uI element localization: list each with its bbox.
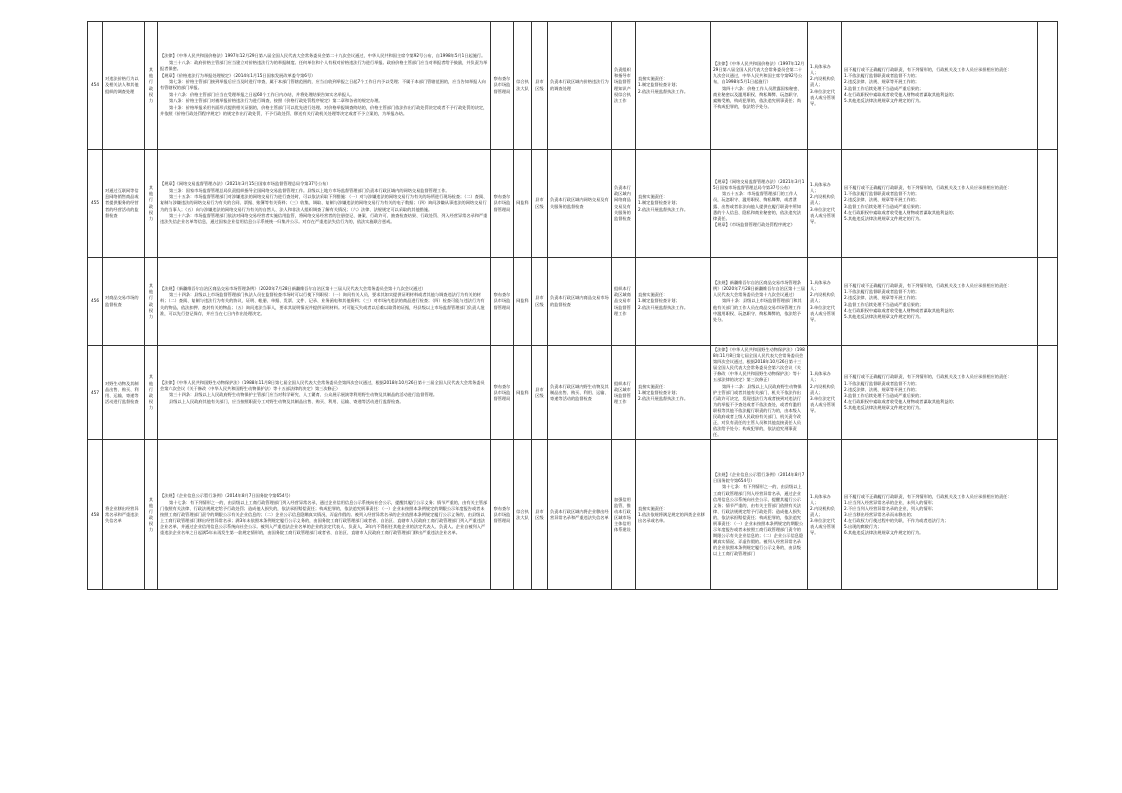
acc-paragraph: 3.单位法定代表人或分管领导。 <box>810 304 836 322</box>
resp-paragraph: 直接实施责任： <box>638 383 668 389</box>
duty-paragraph: 3.监督工作后续处理不当造成严重后果的； <box>844 203 924 209</box>
law-paragraph: 第四十二条：县级以上人民政府野生动物保护主管部门或者其他有关部门、机关不依法作出行政许可决定，发现违法行为或者接到对违法行为的举报不予查处或者不依法查处，或者有滥用职权等其他不依法履行职责的行为的，由本级人民政府或者上级人民政府有关部门、机关责令改正，对负有责任的主管人员和其他直接责任人员依法给予处分；构成犯罪的，依法追究刑事责任。 <box>713 383 802 438</box>
basis-paragraph: 【法律】《中华人民共和国野生动物保护法》（1988年11月8日第七届全国人民代表大会常务委员会第四次会议通过，根据2018年10月26日第十三届全国人民代表大会常务委员会第六次会议《关于修改〈中华人民共和国野生动物保护法〉等十五部法律的决定》第三次修正） <box>160 379 485 391</box>
law-paragraph: 第四十六条：价格工作人员泄露国家秘密、商业秘密以及滥用职权、徇私舞弊、玩忽职守、索贿受贿，构成犯罪的，依法追究刑事责任；尚不构成犯罪的，依法给予处分。 <box>713 85 802 109</box>
acc-paragraph: 3.单位法定代表人或分管领导。 <box>810 395 836 413</box>
remarks-cell <box>1038 150 1058 258</box>
responsible-unit: 综合执法大队 <box>514 22 532 150</box>
acc-paragraph: 1.具体承办人； <box>810 280 831 292</box>
row-number: 455 <box>88 150 103 258</box>
table-row <box>88 346 1058 440</box>
remarks-cell <box>1038 258 1058 346</box>
power-type: 其他行政权力 <box>145 346 158 440</box>
duty-paragraph: 4.在行政职权中索取或者收受他人财物或者谋取其他利益的； <box>844 91 957 97</box>
duty-paragraph: 4.在行政职权中索取或者收受他人财物或者谋取其他利益的； <box>844 209 957 215</box>
basis-paragraph: 第七条：价格主管部门接到举报后应当及时进行审查，属于本部门管辖范围的，应当自收到举报之日起7个工作日内予以受理；不属于本部门管辖范围的，应当告知举报人向有管辖权的部门举报。 <box>160 79 486 91</box>
department-responsibility: 组织本行政区域市场监督管理工作 <box>612 346 636 440</box>
basis-paragraph: 第三十五条：市场监督管理部门对涉嫌违法的网络交易行为进行查处时，可以依法采取下列措施：（一）对与涉嫌违法的网络交易行为有关的场所进行现场检查；（二）查阅、复制与涉嫌违法的网络交易行为有关的合同、票据、账簿等有关资料；（三）收集、调取、复制与涉嫌违法的网络交易行为有关的电子数据；（四）询问涉嫌从事违法的网络交易行为的当事人；（五）向与涉嫌违法的网络交易行为有关的自然人、法人和非法人组织调查了解有关情况；（六）法律、法规规定可以采取的其他措施。 <box>160 194 488 212</box>
duty-paragraph: 5.出现的腐败行为； <box>844 524 882 530</box>
basis-paragraph: 第十七条：有下列情形之一的，由县级以上工商行政管理部门列入经营异常名录，通过企业信用信息公示系统向社会公示，提醒其履行公示义务；情节严重的，由有关主管部门依照有关法律、行政法规规定给予行政处罚；造成他人损失的，依法承担赔偿责任；构成犯罪的，依法追究刑事责任：（一）企业未按照本条例规定的期限公示年度报告或者未按照工商行政管理部门责令的期限公示有关企业信息的；（二）企业公示信息隐瞒真实情况、弄虚作假的。被列入经营异常名录的企业依照本条例规定履行公示义务的，由县级以上工商行政管理部门移出经营异常名录；满3年未依照本条例规定履行公示义务的，由国务院工商行政管理部门或者省、自治区、直辖市人民政府工商行政管理部门列入严重违法企业名单，并通过企业信用信息公示系统向社会公示。被列入严重违法企业名单的企业的法定代表人、负责人，3年内不得担任其他企业的法定代表人、负责人。企业自被列入严重违法企业名单之日起满5年未再发生第一款规定情形的，由国务院工商行政管理部门或者省、自治区、直辖市人民政府工商行政管理部门移出严重违法企业名单。 <box>160 499 488 536</box>
exercise-level: 县市区级 <box>532 150 548 258</box>
accountability-circumstances <box>842 440 1038 590</box>
duty-scope: 负责本行政区域内将企业移出经营异常名录和严重违法失信名单 <box>548 440 612 590</box>
accountable-persons <box>808 258 842 346</box>
power-item-name: 对违法价格行为以及相关法人和其他组织的调查处理 <box>103 22 145 150</box>
accountability-basis <box>711 346 808 440</box>
department-responsibility: 组织本行政区域商品交易市场监督管理工作 <box>612 258 636 346</box>
implementing-department: 察布查尔县市场监督管理局 <box>491 150 514 258</box>
resp-paragraph: 1.制定监督检查计划； <box>638 298 680 304</box>
responsibility-table <box>87 21 1058 590</box>
duty-paragraph: 1.不依法履行监督职责或者监督不力的； <box>844 191 920 197</box>
basis-paragraph: 【规章】《价格违法行为举报处理规定》（2014年1月15日国家发展改革委令第6号） <box>160 72 316 78</box>
acc-paragraph: 2.内设机构负责人； <box>810 76 835 88</box>
basis-paragraph: 第三十四条：县级以上市场监督管理部门执法人员在监督检查市场时可以行使下列职权：（一）询问有关人员，要求其如实提供证明材料或者其他与调查违法行为有关的材料；（二）查阅、复制与违法行为有关的协议、证明、帐册、单据、发票、文件、记录、业务函电和其他资料；（三）对市场内违法的商品进行检查；（四）检查可能与违法行为有关的物品，依法扣押、查封有关的物品；（五）询问违法当事人，要求其说明情况并提供证明材料。对可能灭失或者以后难以取得的证据，经县级以上市场监督管理部门负责人批准，可以先行登记保存，并应当在七日内作出处理决定。 <box>160 292 485 316</box>
law-paragraph: 【规章】《网络交易监督管理办法》（2021年3月15日国家市场监督管理总局令第37号公布） <box>713 179 805 191</box>
basis-paragraph: 第八条：价格主管部门对被举报价格违法行为进行调查，按照《价格行政处罚程序规定》第二章和各省的规定办理。 <box>169 98 383 104</box>
duty-paragraph: 3.监督工作后续处理不当造成严重后果的； <box>844 85 924 91</box>
duty-paragraph: 因不履行或不正确履行行政职责，有下列情形的，行政机关及工作人员应承担相应的责任： <box>844 67 1012 73</box>
basis-paragraph: 第十六条：价格主管部门应当在受理举报之日起60个工作日内办结，并将处理结果告知实名举报人。 <box>169 91 355 97</box>
legal-basis <box>158 258 491 346</box>
legal-basis <box>158 346 491 440</box>
basis-paragraph: 【法规】《新疆维吾尔自治区商品交易市场管理条例》（2020年7月28日新疆维吾尔自治区第十三届人民代表大会常务委员会第十九次会议通过） <box>160 285 426 291</box>
acc-paragraph: 1.具体承办人； <box>810 182 831 194</box>
acc-paragraph: 1.具体承办人； <box>810 493 831 505</box>
table-row <box>88 150 1058 258</box>
power-type: 其他行政权力 <box>145 258 158 346</box>
accountability-circumstances <box>842 346 1038 440</box>
duty-paragraph: 3.监督工作后续处理不当造成严重后果的； <box>844 392 924 398</box>
duty-paragraph: 1.不依法履行监督职责或者监督不力的； <box>844 73 920 79</box>
duty-paragraph: 3.监督工作后续处理不当造成严重后果的； <box>844 301 924 307</box>
acc-paragraph: 2.内设机构负责人； <box>810 383 835 395</box>
legal-basis <box>158 150 491 258</box>
duty-scope: 负责本行政区域内野生动物及其制品出售、购买、利用、运输、寄递等活动的监督检查 <box>548 346 612 440</box>
acc-paragraph: 2.内设机构负责人； <box>810 292 835 304</box>
basis-paragraph: 【规章】《网络交易监督管理办法》（2021年3月15日国家市场监督管理总局令第37号公布） <box>160 181 331 187</box>
duty-paragraph: 5.其他违反法律法规规章文件规定的行为。 <box>844 313 924 319</box>
basis-paragraph: 县级以上人民政府其他有关部门，应当按照职责分工对野生动物及其制品出售、购买、利用、运输、寄递等活动进行监督检查。 <box>169 399 404 405</box>
duty-paragraph: 1.不依法履行监督职责或者监督不力的； <box>844 380 920 386</box>
duty-paragraph: 4.在行政职权中索取或者收受他人财物或者谋取其他利益的； <box>844 307 957 313</box>
law-paragraph: 第四十条：县级以上市场监督管理部门和其他有关部门的工作人员在商品交易市场管理工作中滥用职权、玩忽职守、徇私舞弊的，依法给予处分。 <box>713 298 802 322</box>
basis-paragraph: 第三十四条：县级以上人民政府野生动物保护主管部门应当对科学研究、人工繁育、公众展示展演等利用野生动物及其制品的活动进行监督管理。 <box>169 392 438 398</box>
basis-paragraph: 第三十六条：市场监督管理部门依法对网络交易经营者实施信用监管，将网络交易经营者的注册登记、备案、行政许可、抽查检查结果、行政处罚、列入经营异常名录和严重违法失信企业名单等信息，通过国家企业信用信息公示系统统一归集并公示。对存在严重违法失信行为的，依法实施联合惩戒。 <box>160 213 488 225</box>
row-number: 458 <box>88 440 103 590</box>
resp-paragraph: 2.依法开展监督执法工作。 <box>638 206 689 212</box>
basis-paragraph: 第十条：价格举报采用书面形式提供相关证据的，价格主管部门可以优先进行处理。对价格举报调查终结的，价格主管部门依法作出行政处罚决定或者不予行政处罚的决定，并依照《价格行政处罚程序规定》的规定作出行政处罚，不予行政处罚、移送有关行政机关处理等决定或者不予立案的，为举报办结。 <box>160 105 488 117</box>
acc-paragraph: 3.单位法定代表人或分管领导。 <box>810 517 836 536</box>
duty-paragraph: 5.其他违反法律法规规章文件规定的行为。 <box>844 404 924 410</box>
power-type: 其他行政权力 <box>145 22 158 150</box>
power-item-name: 将企业移出经营异常名录和严重违法失信名单 <box>103 440 145 590</box>
accountability-circumstances <box>842 150 1038 258</box>
acc-paragraph: 1.具体承办人； <box>810 371 831 383</box>
accountable-persons <box>808 346 842 440</box>
duty-paragraph: 4.在行政权力行使过程中的失职，不作为或者违法行为； <box>844 517 949 523</box>
accountability-basis <box>711 150 808 258</box>
duty-paragraph: 因不履行或不正确履行行政职责，有下列情形的，行政机关及工作人员应承担相应的责任： <box>844 493 1012 499</box>
law-paragraph: 【法律】《中华人民共和国价格法》（1997年12月29日第八届全国人民代表大会常务委员会第二十九次会议通过，中华人民共和国主席令第92号公布，自1998年5月1日起施行） <box>713 61 805 85</box>
acc-paragraph: 1.具体承办人； <box>810 64 831 76</box>
power-item-name: 对商品交易市场的监督检查 <box>103 258 145 346</box>
law-paragraph: 第十七条：有下列情形之一的，由县级以上工商行政管理部门列入经营异常名录，通过企业信用信息公示系统向社会公示，提醒其履行公示义务；情节严重的，由有关主管部门依照有关法律、行政法规规定给予行政处罚；造成他人损失的，依法承担赔偿责任；构成犯罪的，依法追究刑事责任：（一）企业未按照本条例规定的期限公示年度报告或者未按照工商行政管理部门责令的期限公示有关企业信息的；（二）企业公示信息隐瞒真实情况、弄虚作假的。被列入经营异常名录的企业依照本条例规定履行公示义务的，由县级以上工商行政管理部门 <box>713 484 804 557</box>
legal-basis <box>158 440 491 590</box>
row-number: 456 <box>88 258 103 346</box>
row-number: 454 <box>88 22 103 150</box>
department-responsibility: 加强信用监管，推动本行政区域市场主体信用体系建设 <box>612 440 636 590</box>
resp-paragraph: 1.制定监督检查计划； <box>638 200 680 206</box>
resp-paragraph: 2.依法开展监督执法工作。 <box>638 395 689 401</box>
law-paragraph: 【法规】《企业信息公示暂行条例》（2014年8月7日国务院令第654号） <box>713 472 805 484</box>
resp-paragraph: 2.依法开展监督执法工作。 <box>638 88 689 94</box>
implementing-department: 察布查尔县市场监督管理局 <box>491 346 514 440</box>
duty-paragraph: 1.不依法履行监督职责或者监督不力的； <box>844 289 920 295</box>
implementation-responsibility <box>636 258 711 346</box>
table-row <box>88 22 1058 150</box>
responsible-unit: 网监科 <box>514 346 532 440</box>
accountability-circumstances <box>842 258 1038 346</box>
law-paragraph: 【规章】《市场监督管理行政处罚程序规定》 <box>713 221 795 227</box>
resp-paragraph: 1.制定监督检查计划； <box>638 389 680 395</box>
department-responsibility: 负责本行政区域内网络商品交易及有关服务的监督检查 <box>612 150 636 258</box>
responsible-unit: 综合执法大队 <box>514 440 532 590</box>
duty-paragraph: 2.违反法律、法规、规章等开展工作的； <box>844 386 920 392</box>
duty-paragraph: 1.应当列入经营异常名录的企业，未列入的情形； <box>844 499 936 505</box>
duty-paragraph: 2.违反法律、法规、规章等开展工作的； <box>844 295 920 301</box>
responsible-unit: 网监科 <box>514 150 532 258</box>
resp-paragraph: 直接实施责任： <box>638 76 668 82</box>
duty-scope: 负责本行政区域内商品交易市场的监督检查 <box>548 258 612 346</box>
accountable-persons <box>808 22 842 150</box>
duty-scope: 负责本行政区域内网络交易及有关服务的监督检查 <box>548 150 612 258</box>
legal-basis <box>158 22 491 150</box>
duty-paragraph: 2.不应当列入经营异常名录的企业，列入的情形； <box>844 505 936 511</box>
remarks-cell <box>1038 346 1058 440</box>
power-type: 其他行政权力 <box>145 440 158 590</box>
resp-paragraph: 1.制定监督检查计划； <box>638 82 680 88</box>
duty-paragraph: 因不履行或不正确履行行政职责，有下列情形的，行政机关及工作人员应承担相应的责任： <box>844 374 1012 380</box>
basis-paragraph: 【法律】《中华人民共和国价格法》1997年12月29日第八届全国人民代表大会常务委员会第二十九次会议通过，中华人民共和国主席令第92号公布，自1998年5月1日起施行。 <box>160 53 486 59</box>
duty-scope: 负责本行政区域内价格违法行为的调查处理 <box>548 22 612 150</box>
duty-paragraph: 因不履行或不正确履行行政职责，有下列情形的，行政机关及工作人员应承担相应的责任： <box>844 185 1012 191</box>
exercise-level: 县市区级 <box>532 22 548 150</box>
table-row <box>88 258 1058 346</box>
resp-paragraph: 直接实施责任： <box>638 505 668 511</box>
duty-paragraph: 5.其他违反法律法规规章文件规定的行为。 <box>844 215 924 221</box>
duty-paragraph: 2.违反法律、法规、规章等开展工作的； <box>844 197 920 203</box>
implementation-responsibility <box>636 22 711 150</box>
accountable-persons <box>808 150 842 258</box>
accountability-basis <box>711 258 808 346</box>
basis-paragraph: 【法规】《企业信息公示暂行条例》（2014年8月7日国务院令第654号） <box>160 493 293 499</box>
row-number: 457 <box>88 346 103 440</box>
basis-paragraph: 第三条：国家市场监督管理总局负责组织指导全国网络交易监督管理工作。县级以上地方市场监督管理部门负责本行政区域内的网络交易监督管理工作。 <box>169 187 450 193</box>
duty-paragraph: 6.其他违反法律法规规章文件规定的行为。 <box>844 530 924 536</box>
implementing-department: 察布查尔县市场监督管理局 <box>491 440 514 590</box>
duty-paragraph: 因不履行或不正确履行行政职责，有下列情形的，行政机关及工作人员应承担相应的责任： <box>844 283 1012 289</box>
law-paragraph: 【法规】新疆维吾尔自治区商品交易市场管理条例》（2020年7月28日新疆维吾尔自治区第十三届人民代表大会常务委员会第十九次会议通过） <box>713 280 805 298</box>
remarks-cell <box>1038 22 1058 150</box>
law-paragraph: 第五十五条：市场监督管理部门的工作人员，玩忽职守、滥用职权、徇私舞弊，或者泄露、出售或者非法向他人提供在履行职责中所知悉的个人信息、隐私和商业秘密的，依法追究法律责任。 <box>713 191 801 221</box>
resp-paragraph: 直接实施责任： <box>638 292 668 298</box>
department-responsibility: 负责组织和指导市场监督管理知识产权综合执法工作 <box>612 22 636 150</box>
implementing-department: 察布查尔县市场监督管理局 <box>491 22 514 150</box>
accountability-basis <box>711 440 808 590</box>
acc-paragraph: 3.单位法定代表人或分管领导。 <box>810 88 836 106</box>
basis-paragraph: 第三十八条：政府价格主管部门应当建立对价格违法行为的举报制度。任何单位和个人有权对价格违法行为进行举报。政府价格主管部门应当对举报者给予鼓励，并负责为举报者保密。 <box>160 59 488 71</box>
exercise-level: 县市区级 <box>532 258 548 346</box>
power-item-name: 对通过互联网等信息网络销售商品或者提供服务的经营者的经营活动的监督检查 <box>103 150 145 258</box>
resp-paragraph: 1.依法依规将满足规定的四类企业移出名录或名单。 <box>638 511 705 523</box>
resp-paragraph: 2.依法开展监督执法工作。 <box>638 304 689 310</box>
exercise-level: 县市区级 <box>532 440 548 590</box>
table-row <box>88 440 1058 590</box>
duty-paragraph: 4.在行政职权中索取或者收受他人财物或者谋取其他利益的； <box>844 398 957 404</box>
implementation-responsibility <box>636 346 711 440</box>
duty-paragraph: 5.其他违反法律法规规章文件规定的行为。 <box>844 97 924 103</box>
duty-paragraph: 2.违反法律、法规、规章等开展工作的； <box>844 79 920 85</box>
implementing-department: 察布查尔县市场监督管理局 <box>491 258 514 346</box>
accountability-circumstances <box>842 22 1038 150</box>
responsible-unit: 网监科 <box>514 258 532 346</box>
implementation-responsibility <box>636 150 711 258</box>
law-paragraph: 【法律】《中华人民共和国野生动物保护法》（1988年11月8日第七届全国人民代表大会常务委员会第四次会议通过，根据2018年10月26日第十三届全国人民代表大会常务委员会第六次会议《关于修改〈中华人民共和国野生动物保护法〉等十五部法律的决定》第三次修正） <box>713 347 805 383</box>
accountable-persons <box>808 440 842 590</box>
implementation-responsibility <box>636 440 711 590</box>
acc-paragraph: 2.内设机构负责人； <box>810 505 835 517</box>
acc-paragraph: 2.内设机构负责人； <box>810 194 835 206</box>
duty-paragraph: 3.应当移出经营异常名录而未移出的； <box>844 511 915 517</box>
power-type: 其他行政权力 <box>145 150 158 258</box>
power-item-name: 对野生动物及其制品出售、购买、利用、运输、寄递等活动进行监督检查 <box>103 346 145 440</box>
exercise-level: 县市区级 <box>532 346 548 440</box>
acc-paragraph: 3.单位法定代表人或分管领导。 <box>810 206 836 224</box>
remarks-cell <box>1038 440 1058 590</box>
accountability-basis <box>711 22 808 150</box>
resp-paragraph: 直接实施责任： <box>638 194 668 200</box>
